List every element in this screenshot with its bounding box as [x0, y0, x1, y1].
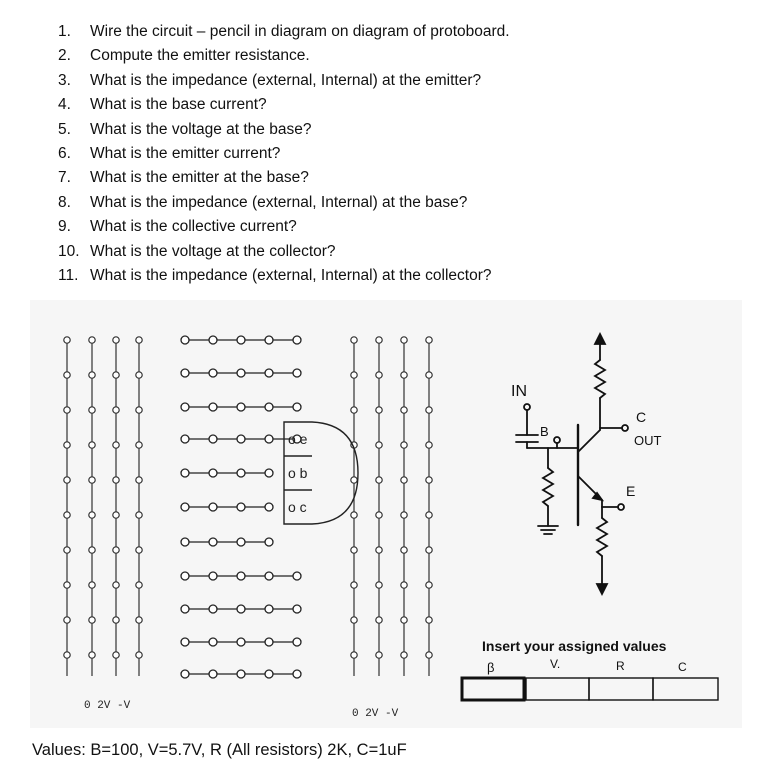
rail-hole [89, 652, 95, 658]
strip-hole [237, 605, 245, 613]
strip-hole [209, 403, 217, 411]
terminal-strips [181, 336, 301, 678]
v-column-label: V. [550, 657, 561, 671]
strip-hole [209, 503, 217, 511]
rail-hole [376, 582, 382, 588]
rail-hole [136, 652, 142, 658]
strip-hole [181, 638, 189, 646]
rail-hole [426, 477, 432, 483]
strip-hole [181, 469, 189, 477]
rail-hole [426, 547, 432, 553]
c-value-box[interactable] [653, 678, 718, 700]
question-text: What is the voltage at the base? [90, 120, 312, 138]
question-item [58, 93, 510, 117]
assigned-values-heading: Insert your assigned values [482, 638, 667, 654]
strip-hole [209, 638, 217, 646]
rail-hole [401, 582, 407, 588]
rail-hole [136, 372, 142, 378]
question-item [58, 191, 510, 215]
assigned-values-boxes [462, 678, 718, 700]
rail-hole [89, 547, 95, 553]
rail-hole [64, 477, 70, 483]
emitter-label: E [626, 483, 636, 499]
rail-hole [113, 512, 119, 518]
strip-hole [237, 572, 245, 580]
strip-hole [293, 369, 301, 377]
rail-hole [426, 512, 432, 518]
question-text: What is the impedance (external, Internal) at the base? [90, 193, 468, 211]
rail-hole [401, 652, 407, 658]
pin-c-label: o c [288, 499, 307, 515]
question-text: What is the voltage at the collector? [90, 242, 336, 260]
strip-hole [293, 605, 301, 613]
in-label: IN [511, 383, 527, 400]
r-value-box[interactable] [589, 678, 653, 700]
rail-hole [89, 617, 95, 623]
question-text: Wire the circuit – pencil in diagram on diagram of protoboard. [90, 23, 510, 40]
question-item [58, 69, 510, 93]
beta-value-box[interactable] [462, 678, 524, 700]
strip-hole [181, 572, 189, 580]
worksheet-scan [30, 300, 742, 728]
rail-hole [113, 547, 119, 553]
question-number: 3. [58, 71, 71, 89]
question-text: What is the impedance (external, Internal) at the collector? [90, 266, 492, 284]
question-item [58, 118, 510, 142]
rail-hole [113, 372, 119, 378]
r-column-label: R [616, 659, 625, 673]
protoboard-and-schematic [30, 300, 742, 728]
rail-hole [401, 477, 407, 483]
rail-hole [351, 372, 357, 378]
rail-hole [376, 477, 382, 483]
rail-hole [401, 547, 407, 553]
strip-hole [237, 670, 245, 678]
rail-hole [89, 477, 95, 483]
pin-b-label: o b [288, 465, 308, 481]
rail-hole [351, 407, 357, 413]
question-item [58, 44, 510, 68]
rail-hole [351, 512, 357, 518]
rail-hole [113, 337, 119, 343]
rail-hole [376, 407, 382, 413]
question-item [58, 166, 510, 190]
rail-hole [113, 582, 119, 588]
rail-hole [89, 582, 95, 588]
component-values: Values: B=100, V=5.7V, R (All resistors) 2K, C=1uF [32, 741, 407, 759]
collector-output-terminal [622, 425, 628, 431]
rail-hole [89, 372, 95, 378]
rail-hole [89, 442, 95, 448]
question-item [58, 264, 510, 288]
rail-hole [401, 337, 407, 343]
strip-hole [209, 670, 217, 678]
rail-hole [376, 652, 382, 658]
rail-hole [136, 407, 142, 413]
rail-hole [401, 372, 407, 378]
strip-hole [265, 670, 273, 678]
strip-hole [265, 605, 273, 613]
strip-hole [181, 435, 189, 443]
rail-hole [64, 547, 70, 553]
strip-hole [237, 336, 245, 344]
strip-hole [181, 336, 189, 344]
strip-hole [209, 469, 217, 477]
strip-hole [237, 469, 245, 477]
rail-hole [136, 442, 142, 448]
strip-hole [237, 503, 245, 511]
question-number: 4. [58, 96, 71, 114]
strip-hole [237, 435, 245, 443]
right-power-rails [351, 337, 432, 676]
rail-hole [64, 337, 70, 343]
strip-hole [181, 403, 189, 411]
out-label: OUT [634, 433, 662, 448]
question-number: 6. [58, 144, 71, 162]
emitter-terminal [618, 504, 624, 510]
question-number: 11. [58, 266, 79, 284]
question-list [58, 20, 510, 288]
rail-hole [351, 582, 357, 588]
question-item [58, 142, 510, 166]
question-text: What is the collective current? [90, 218, 297, 236]
strip-hole [265, 369, 273, 377]
rail-hole [426, 617, 432, 623]
rail-hole [401, 512, 407, 518]
rail-hole [64, 617, 70, 623]
rail-hole [113, 477, 119, 483]
rail-hole [64, 582, 70, 588]
strip-hole [209, 336, 217, 344]
strip-hole [237, 638, 245, 646]
rail-hole [376, 512, 382, 518]
strip-hole [209, 435, 217, 443]
pin-e-label: o e [288, 431, 308, 447]
amplifier-schematic [516, 334, 628, 594]
strip-hole [209, 538, 217, 546]
rail-hole [376, 372, 382, 378]
question-text: What is the impedance (external, Internal) at the emitter? [90, 71, 482, 89]
rail-hole [351, 652, 357, 658]
strip-hole [181, 538, 189, 546]
strip-hole [265, 572, 273, 580]
strip-hole [293, 670, 301, 678]
question-number: 7. [58, 169, 71, 187]
strip-hole [209, 605, 217, 613]
rail-hole [136, 512, 142, 518]
question-text: Compute the emitter resistance. [90, 47, 310, 65]
rail-hole [426, 652, 432, 658]
strip-hole [265, 435, 273, 443]
question-number: 9. [58, 218, 71, 236]
rail-hole [136, 337, 142, 343]
strip-hole [293, 572, 301, 580]
rail-hole [351, 547, 357, 553]
question-text: What is the emitter current? [90, 144, 281, 162]
rail-hole [113, 617, 119, 623]
rail-hole [136, 582, 142, 588]
rail-hole [376, 547, 382, 553]
rail-hole [401, 617, 407, 623]
strip-hole [181, 605, 189, 613]
strip-hole [265, 403, 273, 411]
question-text: What is the base current? [90, 96, 267, 114]
rail-hole [426, 372, 432, 378]
question-text: What is the emitter at the base? [90, 169, 309, 187]
beta-column-label: β [487, 660, 495, 675]
rail-hole [136, 617, 142, 623]
rail-hole [89, 512, 95, 518]
collector-label: C [636, 409, 647, 425]
rail-hole [136, 477, 142, 483]
rail-hole [64, 512, 70, 518]
question-number: 5. [58, 120, 71, 138]
rail-hole [64, 407, 70, 413]
strip-hole [265, 538, 273, 546]
rail-hole [426, 337, 432, 343]
rail-hole [89, 407, 95, 413]
strip-hole [181, 670, 189, 678]
left-power-rails [64, 337, 142, 676]
rail-hole [426, 442, 432, 448]
rail-hole [426, 407, 432, 413]
rail-hole [351, 477, 357, 483]
strip-hole [265, 503, 273, 511]
question-item [58, 240, 510, 264]
question-item [58, 215, 510, 239]
rail-hole [376, 617, 382, 623]
strip-hole [237, 538, 245, 546]
strip-hole [293, 336, 301, 344]
strip-hole [237, 403, 245, 411]
rail-hole [136, 547, 142, 553]
strip-hole [209, 572, 217, 580]
strip-hole [209, 369, 217, 377]
question-number: 2. [58, 47, 71, 65]
strip-hole [265, 469, 273, 477]
rail-hole [376, 337, 382, 343]
rail-hole [351, 337, 357, 343]
strip-hole [237, 369, 245, 377]
strip-hole [181, 503, 189, 511]
v-value-box[interactable] [526, 678, 589, 700]
rail-hole [351, 617, 357, 623]
question-number: 10. [58, 242, 80, 260]
rail-hole [113, 407, 119, 413]
right-rail-label: 0 2V -V [352, 708, 399, 720]
question-number: 1. [58, 23, 71, 40]
question-item [58, 20, 510, 44]
question-number: 8. [58, 193, 71, 211]
rail-hole [89, 337, 95, 343]
rail-hole [401, 407, 407, 413]
strip-hole [293, 403, 301, 411]
strip-hole [293, 638, 301, 646]
base-label: B [540, 424, 549, 439]
strip-hole [181, 369, 189, 377]
c-column-label: C [678, 660, 687, 674]
rail-hole [401, 442, 407, 448]
rail-hole [64, 372, 70, 378]
strip-hole [265, 638, 273, 646]
rail-hole [376, 442, 382, 448]
rail-hole [426, 582, 432, 588]
rail-hole [64, 442, 70, 448]
rail-hole [64, 652, 70, 658]
rail-hole [113, 652, 119, 658]
strip-hole [265, 336, 273, 344]
left-rail-label: 0 2V -V [84, 700, 131, 712]
rail-hole [113, 442, 119, 448]
